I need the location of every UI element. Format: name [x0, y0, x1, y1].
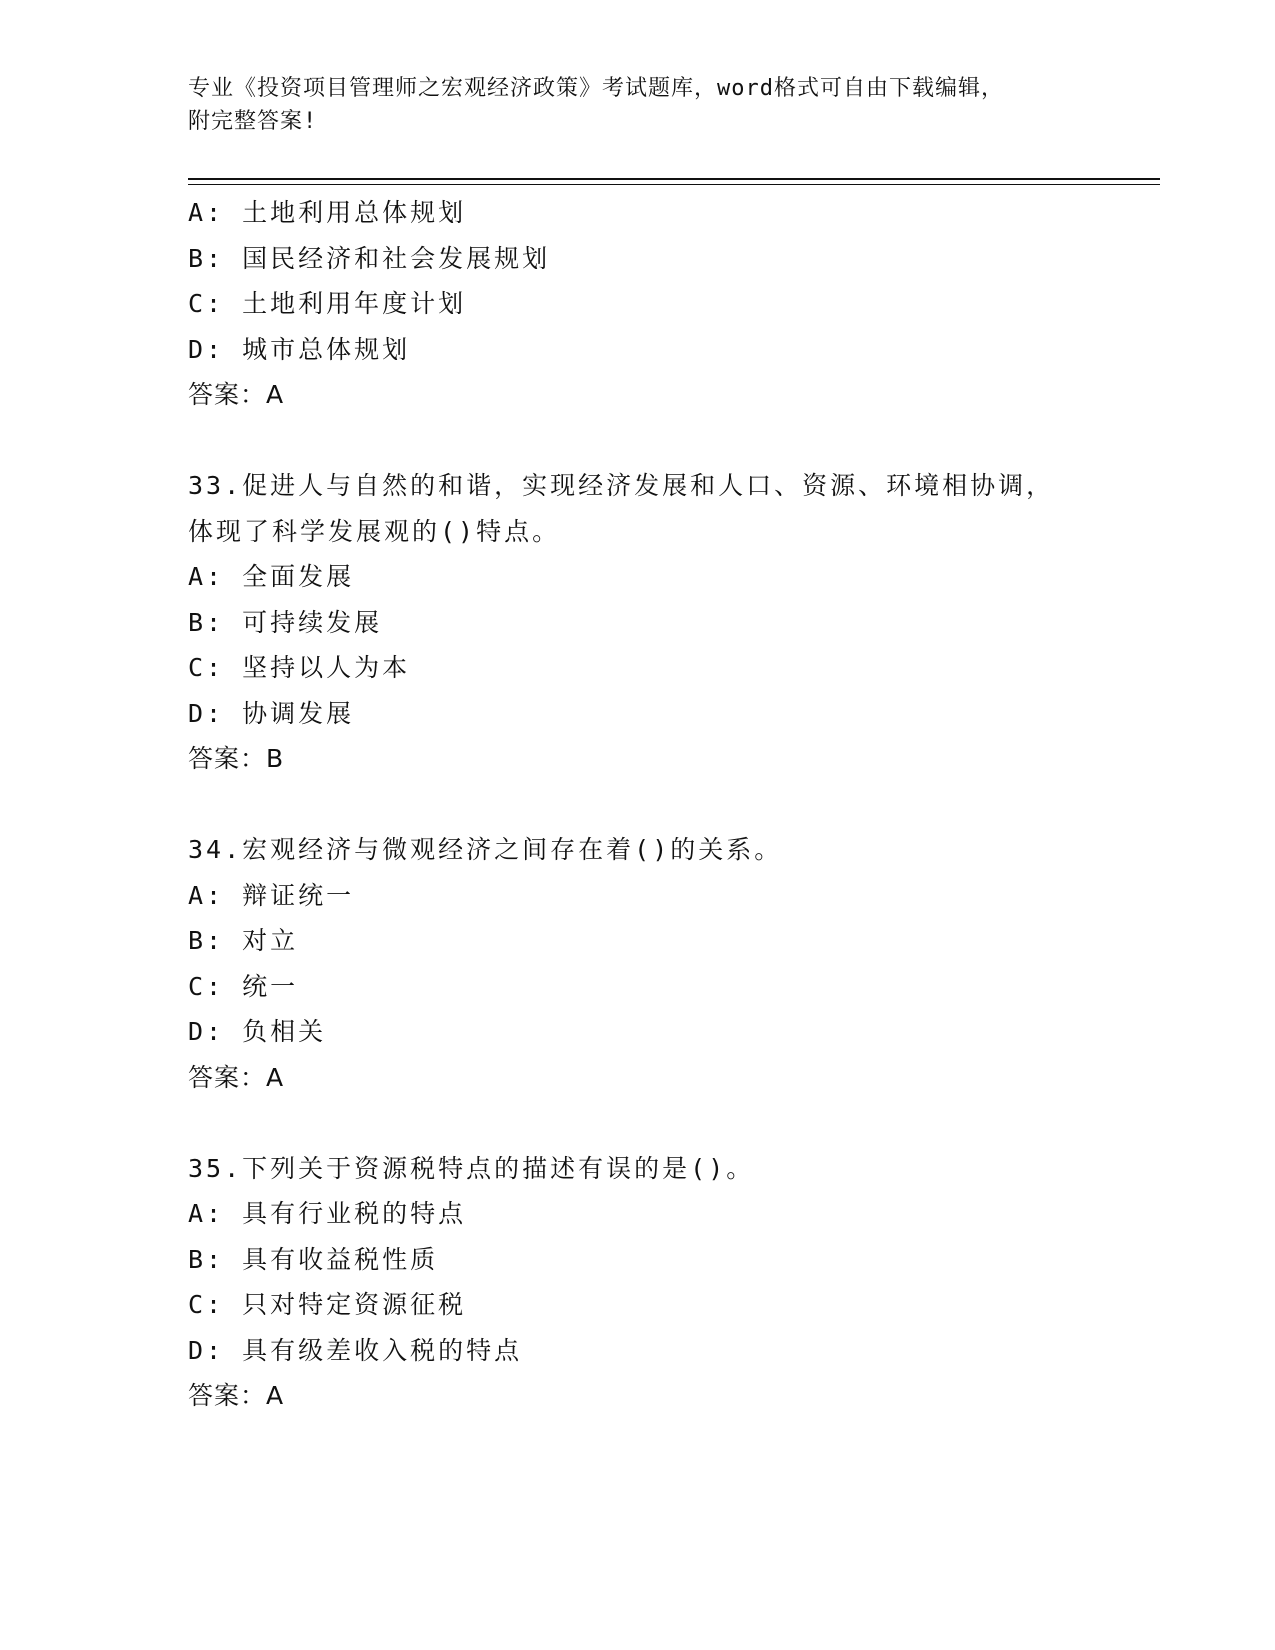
option-c: C: 统一 — [188, 971, 299, 1001]
question-33 — [188, 463, 1168, 782]
header-line-1: 专业《投资项目管理师之宏观经济政策》考试题库，word格式可自由下载编辑， — [188, 76, 1004, 101]
question-32-continued — [188, 190, 1168, 418]
question-spacer — [188, 1100, 1168, 1146]
option-a: A: 辩证统一 — [188, 880, 355, 910]
answer-line: 答案：A — [188, 1062, 285, 1092]
option-d: D: 具有级差收入税的特点 — [188, 1335, 523, 1365]
option-d: D: 协调发展 — [188, 698, 355, 728]
question-stem: 33.促进人与自然的和谐，实现经济发展和人口、资源、环境相协调， — [188, 471, 1055, 500]
answer-line: 答案：A — [188, 380, 285, 409]
question-stem: 体现了科学发展观的()特点。 — [188, 516, 561, 546]
document-header — [188, 72, 1168, 138]
option-b: B: 具有收益税性质 — [188, 1244, 439, 1274]
option-c: C: 土地利用年度计划 — [188, 289, 467, 318]
option-a: A: 全面发展 — [188, 562, 355, 591]
option-d: D: 城市总体规划 — [188, 334, 411, 364]
option-c: C: 坚持以人为本 — [188, 653, 411, 682]
header-rule-thick — [188, 178, 1160, 180]
question-34 — [188, 827, 1168, 1100]
option-b: B: 对立 — [188, 926, 299, 955]
option-d: D: 负相关 — [188, 1017, 327, 1046]
header-line-2: 附完整答案! — [188, 109, 318, 134]
header-rule-thin — [188, 184, 1160, 185]
question-stem: 35.下列关于资源税特点的描述有误的是()。 — [188, 1153, 755, 1183]
question-stem: 34.宏观经济与微观经济之间存在着()的关系。 — [188, 835, 783, 864]
question-content — [188, 190, 1168, 1419]
option-a: A: 具有行业税的特点 — [188, 1199, 467, 1228]
answer-line: 答案：A — [188, 1381, 285, 1410]
option-b: B: 国民经济和社会发展规划 — [188, 243, 551, 273]
question-35 — [188, 1146, 1168, 1419]
question-spacer — [188, 418, 1168, 464]
question-spacer — [188, 782, 1168, 828]
answer-line: 答案：B — [188, 744, 285, 773]
option-b: B: 可持续发展 — [188, 607, 383, 637]
option-c: C: 只对特定资源征税 — [188, 1290, 467, 1319]
option-a: A: 土地利用总体规划 — [188, 198, 467, 227]
